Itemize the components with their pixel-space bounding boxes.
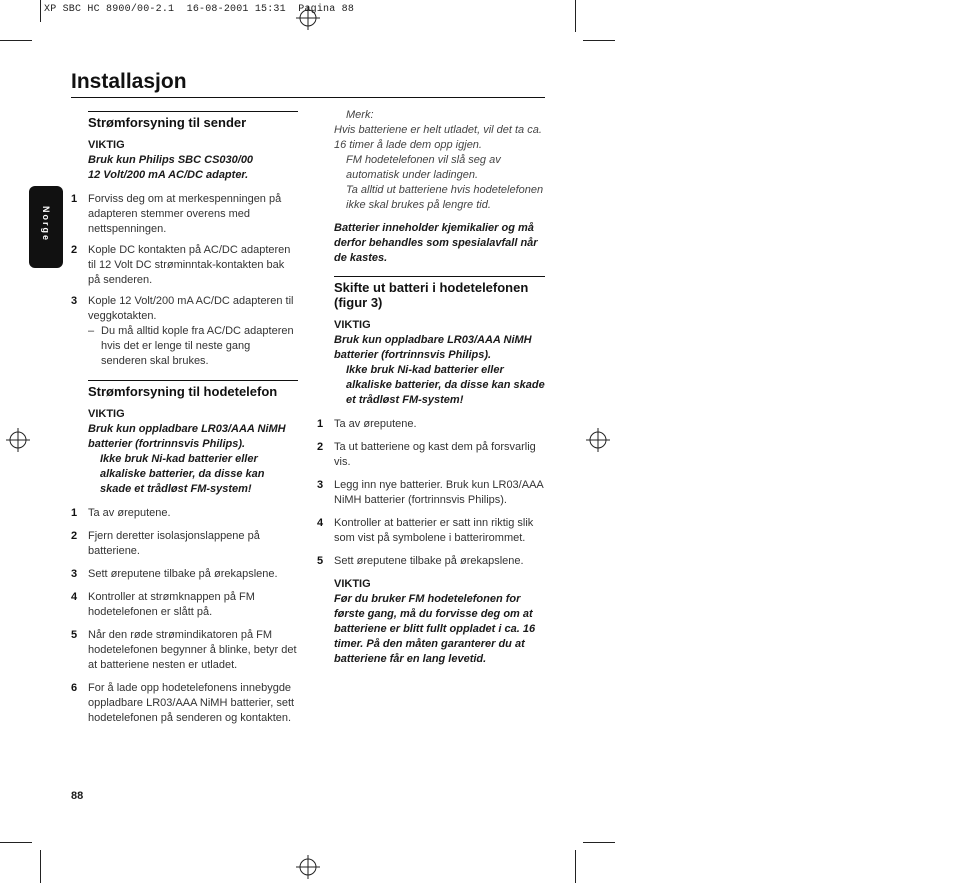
step-number: 5 [71, 629, 78, 641]
list-item [71, 192, 298, 237]
page-title: Installasjon [71, 70, 187, 93]
step-text: Kople DC kontakten på AC/DC adapteren til 12 Volt DC strøminntak-kontakten bak på senderen. [88, 244, 291, 286]
final-warning: Før du bruker FM hodetelefonen for første gang, må du forvisse deg om at batteriene er blitt fullt oppladet i ca. 16 timer. På den måten garanterer du at batteriene får en lang levetid. [334, 593, 536, 665]
warning-text: 12 Volt/200 mA AC/DC adapter. [88, 169, 249, 181]
title-rule [71, 97, 545, 98]
right-column [317, 108, 545, 667]
crop-mark [40, 0, 41, 22]
section-rule [88, 380, 298, 381]
sub-note-text: Du må alltid kople fra AC/DC adapteren hvis det er lenge til neste gang senderen skal brukes. [101, 325, 294, 367]
list-item [317, 554, 545, 569]
list-item [71, 506, 298, 521]
step-text: Kontroller at batterier er satt inn riktig slik som vist på symbolene i batterirommet. [334, 517, 534, 544]
step-number: 2 [71, 244, 78, 256]
note-text: FM hodetelefonen vil slå seg av automatisk under ladingen. [346, 154, 501, 181]
step-number: 2 [71, 530, 78, 542]
list-item [71, 529, 298, 559]
list-item [71, 628, 298, 673]
step-text: Kople 12 Volt/200 mA AC/DC adapteren til veggkotakten. [88, 295, 294, 322]
step-number: 1 [71, 507, 78, 519]
warning-text: Ikke bruk Ni-kad batterier eller alkaliske batterier, da disse kan skade et trådløst FM-system! [100, 453, 265, 495]
step-number: 3 [71, 295, 78, 307]
step-number: 3 [71, 568, 78, 580]
step-text: Ta ut batteriene og kast dem på forsvarlig vis. [334, 441, 536, 468]
step-text: Ta av øreputene. [88, 507, 171, 519]
step-text: Ta av øreputene. [334, 418, 417, 430]
important-label: VIKTIG [88, 408, 125, 420]
step-text: Sett øreputene tilbake på ørekapslene. [88, 568, 278, 580]
dash-mark: – [88, 325, 95, 337]
chemical-warning: Batterier inneholder kjemikalier og må derfor behandles som spesialavfall når de kastes. [334, 222, 538, 264]
registration-mark-icon [6, 428, 30, 452]
crop-mark [40, 850, 41, 883]
crop-mark [575, 0, 576, 32]
page-number: 88 [71, 790, 84, 802]
list-item [71, 243, 298, 288]
step-text: Kontroller at strømknappen på FM hodetelefonen er slått på. [88, 591, 255, 618]
warning-text: Bruk kun oppladbare LR03/AAA NiMH batterier (fortrinnsvis Philips). [334, 334, 532, 361]
step-number: 4 [317, 517, 324, 529]
step-number: 2 [317, 441, 324, 453]
crop-mark [583, 40, 615, 41]
section-title: Skifte ut batteri i hodetelefonen (figur 3) [334, 280, 529, 310]
sub-note [88, 324, 298, 369]
step-number: 6 [71, 682, 78, 694]
note-text: Ta alltid ut batteriene hvis hodetelefonen ikke skal brukes på lengre tid. [346, 184, 544, 211]
note-label: Merk: [346, 109, 374, 121]
step-text: Sett øreputene tilbake på ørekapslene. [334, 555, 524, 567]
step-text: For å lade opp hodetelefonens innebygde oppladbare LR03/AAA NiMH batterier, sett hodetelefonen på senderen og kontakten. [88, 682, 295, 724]
crop-mark [575, 850, 576, 883]
step-number: 4 [71, 591, 78, 603]
warning-text: Ikke bruk Ni-kad batterier eller alkaliske batterier, da disse kan skade et trådløst FM-system! [346, 364, 545, 406]
important-label: VIKTIG [334, 578, 371, 590]
step-number: 1 [71, 193, 78, 205]
section-title: Strømforsyning til sender [88, 115, 247, 130]
section-title: Strømforsyning til hodetelefon [88, 384, 278, 399]
section-rule [334, 276, 545, 277]
warning-text: Bruk kun oppladbare LR03/AAA NiMH batterier (fortrinnsvis Philips). [88, 423, 286, 450]
step-text: Når den røde strømindikatoren på FM hodetelefonen begynner å blinke, betyr det at batteriene nesten er utladet. [88, 629, 297, 671]
step-text: Forviss deg om at merkespenningen på adapteren stemmer overens med nettspenningen. [88, 193, 282, 235]
list-item [71, 590, 298, 620]
important-label: VIKTIG [334, 319, 371, 331]
important-label: VIKTIG [88, 139, 125, 151]
left-column [71, 111, 298, 726]
step-text: Legg inn nye batterier. Bruk kun LR03/AAA NiMH batterier (fortrinnsvis Philips). [334, 479, 544, 506]
list-item [317, 440, 545, 470]
list-item [71, 681, 298, 726]
step-number: 3 [317, 479, 324, 491]
language-tab-label: Norge [41, 206, 51, 243]
list-item [317, 478, 545, 508]
step-number: 1 [317, 418, 324, 430]
language-tab [29, 186, 63, 268]
registration-mark-icon [296, 855, 320, 879]
note-text: Hvis batteriene er helt utladet, vil det ta ca. 16 timer å lade dem opp igjen. [334, 124, 542, 151]
list-item [71, 567, 298, 582]
list-item [317, 516, 545, 546]
list-item [71, 294, 298, 369]
warning-text: Bruk kun Philips SBC CS030/00 [88, 154, 254, 166]
crop-mark [583, 842, 615, 843]
registration-mark-icon [586, 428, 610, 452]
print-header: XP SBC HC 8900/00-2.1 16-08-2001 15:31 Pagina 88 [44, 4, 355, 15]
registration-mark-icon [296, 6, 320, 30]
section-rule [88, 111, 298, 112]
step-text: Fjern deretter isolasjonslappene på batteriene. [88, 530, 260, 557]
list-item [317, 417, 545, 432]
crop-mark [0, 842, 32, 843]
step-number: 5 [317, 555, 324, 567]
crop-mark [0, 40, 32, 41]
